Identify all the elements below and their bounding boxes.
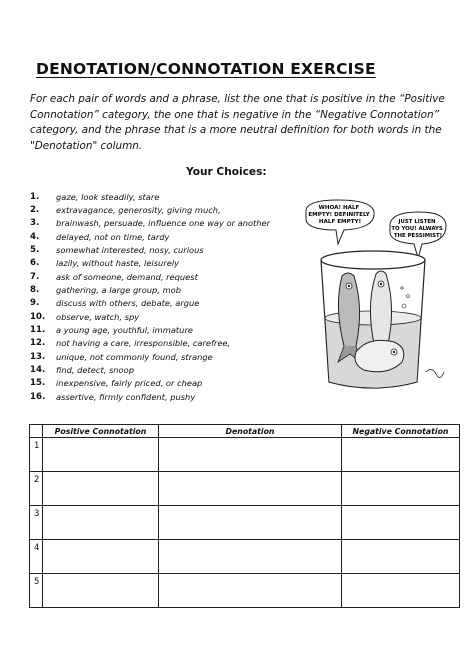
bubble-right-line: THE PESSIMIST! [393,233,443,239]
table-row [30,472,460,506]
row-number: 4 [34,543,40,553]
list-item [30,217,300,230]
item-number: 4. [30,231,40,242]
list-item [30,190,300,203]
header-denotation: Denotation [159,425,342,438]
table-row [30,540,460,574]
table-row [30,438,460,472]
page-title: DENOTATION/CONNOTATION EXERCISE [36,60,376,78]
negative-connotation-cell[interactable] [342,540,460,574]
bubble-left-line: HALF EMPTY! [318,219,362,225]
list-item [30,243,300,256]
item-text: ask of someone, demand, request [56,271,198,282]
list-item [30,310,300,323]
negative-connotation-cell[interactable] [342,506,460,540]
header-negative-connotation: Negative Connotation [342,425,460,438]
item-text: gaze, look steadily, stare [56,191,160,202]
item-text: assertive, firmly confident, pushy [56,391,196,402]
item-number: 8. [30,285,40,296]
row-number: 1 [34,441,40,451]
choices-list [30,190,300,404]
item-text: somewhat interested, nosy, curious [56,245,204,256]
list-item [30,390,300,403]
list-item [30,323,300,336]
denotation-cell[interactable] [159,574,342,608]
item-number: 9. [30,298,40,309]
denotation-cell[interactable] [159,506,342,540]
positive-connotation-cell[interactable] [43,574,159,608]
list-item [30,363,300,376]
bubble-left-line: EMPTY! DEFINITELY [308,212,370,218]
positive-connotation-cell[interactable] [43,540,159,574]
item-number: 12. [30,338,46,349]
fish-glass-cartoon [298,196,448,401]
item-text: delayed, not on time, tardy [56,231,170,242]
item-text: find, detect, snoop [56,365,134,376]
bubble-right-line: TO YOU! ALWAYS [391,226,443,232]
item-text: discuss with others, debate, argue [56,298,200,309]
item-text: brainwash, persuade, influence one way or another [56,218,271,229]
row-number-cell [30,506,43,540]
row-number-cell [30,438,43,472]
item-number: 2. [30,205,40,216]
answer-table [29,424,460,608]
item-text: observe, watch, spy [56,311,140,322]
list-item [30,297,300,310]
positive-connotation-cell[interactable] [43,506,159,540]
item-text: unique, not commonly found, strange [56,351,213,362]
item-number: 6. [30,258,40,269]
item-number: 5. [30,245,40,256]
item-number: 15. [30,378,46,389]
list-item [30,337,300,350]
item-number: 14. [30,365,46,376]
item-number: 1. [30,191,40,202]
item-text: inexpensive, fairly priced, or cheap [56,378,203,389]
list-item [30,270,300,283]
row-number-cell [30,472,43,506]
denotation-cell[interactable] [159,540,342,574]
positive-connotation-cell[interactable] [43,472,159,506]
row-number: 2 [34,475,40,485]
negative-connotation-cell[interactable] [342,438,460,472]
list-item [30,230,300,243]
table-row [30,506,460,540]
glass-illustration [321,251,444,388]
item-text: not having a care, irresponsible, carefree, [56,338,231,349]
item-number: 13. [30,351,46,362]
row-number: 5 [34,577,40,587]
item-text: a young age, youthful, immature [56,325,193,336]
negative-connotation-cell[interactable] [342,472,460,506]
choices-heading: Your Choices: [186,166,267,178]
item-number: 3. [30,218,40,229]
table-header-row [30,425,460,438]
list-item [30,203,300,216]
list-item [30,350,300,363]
bubble-left-line: WHOA! HALF [318,205,360,211]
item-text: gathering, a large group, mob [56,285,181,296]
denotation-cell[interactable] [159,472,342,506]
instructions-paragraph: For each pair of words and a phrase, list the one that is positive in the “Positive Connotation” category, the one that is negative in the “Negative Connotation” category, and the phrase that is a more neutral definition for both words in the "Denotation" column. [30,93,445,152]
item-text: lazily, without haste, leisurely [56,258,180,269]
bubble-right-line: JUST LISTEN [398,219,436,225]
item-text: extravagance, generosity, giving much, [56,205,221,216]
header-positive-connotation: Positive Connotation [43,425,159,438]
list-item [30,257,300,270]
denotation-cell[interactable] [159,438,342,472]
item-number: 10. [30,311,46,322]
header-cell-empty [30,425,43,438]
row-number-cell [30,540,43,574]
speech-bubble-right-text [391,219,444,239]
item-number: 16. [30,391,46,402]
item-number: 7. [30,271,40,282]
list-item [30,377,300,390]
item-number: 11. [30,325,46,336]
row-number-cell [30,574,43,608]
table-row [30,574,460,608]
negative-connotation-cell[interactable] [342,574,460,608]
list-item [30,283,300,296]
positive-connotation-cell[interactable] [43,438,159,472]
row-number: 3 [34,509,40,519]
